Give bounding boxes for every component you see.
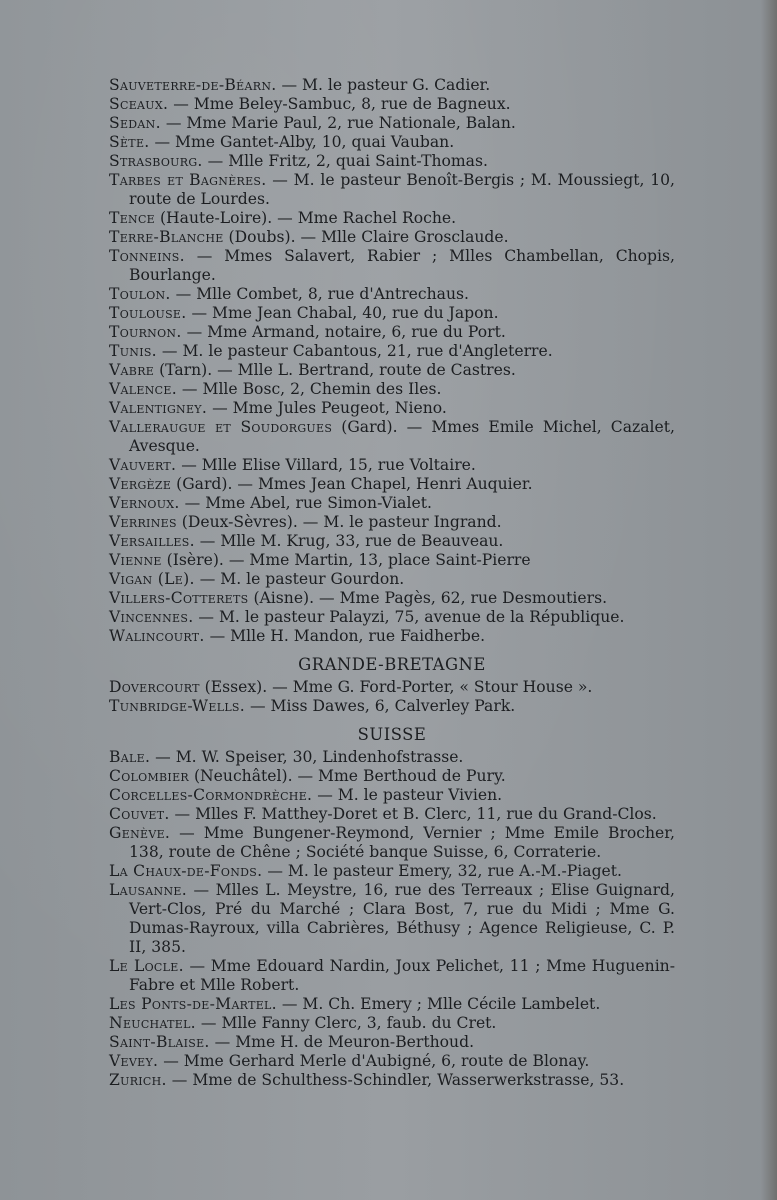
address-entry (109, 551, 675, 570)
address-entry (109, 304, 675, 323)
address-entry (109, 285, 675, 304)
place-name: Tunis. (109, 342, 157, 360)
entry-details: — Mlles F. Matthey-Doret et B. Clerc, 11, rue du Grand-Clos. (169, 805, 657, 823)
entry-details: — Mme Gantet-Alby, 10, quai Vauban. (149, 133, 455, 151)
section-heading: GRANDE-BRETAGNE (298, 655, 486, 674)
place-name: Bale. (109, 748, 151, 766)
entry-details: — Mme Gerhard Merle d'Aubigné, 6, route de Blonay. (158, 1052, 590, 1070)
place-name: Sauveterre-de-Béarn. (109, 76, 277, 94)
place-name: Toulouse. (109, 304, 187, 322)
place-name: Sedan. (109, 114, 161, 132)
place-name: Tence (109, 209, 156, 227)
entry-details: (Gard). — Mmes Emile Michel, Cazalet, Avesque. (129, 418, 675, 455)
address-entry (109, 824, 675, 862)
address-entry (109, 513, 675, 532)
place-name: Vernoux. (109, 494, 180, 512)
entry-details: — Mme Edouard Nardin, Joux Pelichet, 11 ; Mme Huguenin-Fabre et Mlle Robert. (129, 957, 675, 994)
entry-details: (Aisne). — Mme Pagès, 62, rue Desmoutiers. (248, 589, 608, 607)
address-entry (109, 1033, 675, 1052)
place-name: Vigan (Le). (109, 570, 195, 588)
place-name: Verrines (109, 513, 177, 531)
address-entry (109, 608, 675, 627)
address-entry (109, 532, 675, 551)
address-entry (109, 95, 675, 114)
address-entry (109, 862, 675, 881)
place-name: La Chaux-de-Fonds. (109, 862, 263, 880)
entry-details: — Mlle Elise Villard, 15, rue Voltaire. (176, 456, 476, 474)
place-name: Valleraugue et Soudorgues (109, 418, 333, 436)
entry-details: — Mme H. de Meuron-Berthoud. (209, 1033, 475, 1051)
place-name: Le Locle. (109, 957, 184, 975)
entry-details: (Haute-Loire). — Mme Rachel Roche. (155, 209, 457, 227)
place-name: Strasbourg. (109, 152, 203, 170)
place-name: Sète. (109, 133, 150, 151)
address-entry (109, 380, 675, 399)
entry-details: — Mme Marie Paul, 2, rue Nationale, Balan. (160, 114, 516, 132)
entry-details: — Mlle Bosc, 2, Chemin des Iles. (176, 380, 442, 398)
entry-details: — M. le pasteur Gourdon. (194, 570, 405, 588)
address-list (109, 76, 675, 1090)
entry-details: (Doubs). — Mlle Claire Grosclaude. (223, 228, 509, 246)
place-name: Couvet. (109, 805, 170, 823)
place-name: Dovercourt (109, 678, 200, 696)
entry-details: — Mlle H. Mandon, rue Faidherbe. (204, 627, 486, 645)
entry-details: — M. le pasteur Vivien. (312, 786, 503, 804)
place-name: Vauvert. (109, 456, 177, 474)
address-entry (109, 995, 675, 1014)
place-name: Villers-Cotterets (109, 589, 249, 607)
entry-details: — M. le pasteur Palayzi, 75, avenue de la République. (193, 608, 625, 626)
place-name: Valentigney. (109, 399, 208, 417)
entry-details: — M. le pasteur Emery, 32, rue A.-M.-Piaget. (262, 862, 623, 880)
address-entry (109, 228, 675, 247)
place-name: Zurich. (109, 1071, 167, 1089)
address-entry (109, 456, 675, 475)
place-name: Sceaux. (109, 95, 169, 113)
entry-details: — M. le pasteur G. Cadier. (276, 76, 491, 94)
entry-details: — Mme Beley-Sambuc, 8, rue de Bagneux. (168, 95, 511, 113)
address-entry (109, 748, 675, 767)
address-entry (109, 76, 675, 95)
address-entry (109, 678, 675, 697)
address-entry (109, 957, 675, 995)
entry-details: — Mlle Combet, 8, rue d'Antrechaus. (170, 285, 469, 303)
address-entry (109, 881, 675, 957)
address-entry (109, 133, 675, 152)
address-entry (109, 418, 675, 456)
place-name: Terre-Blanche (109, 228, 224, 246)
address-entry (109, 475, 675, 494)
entry-details: — Miss Dawes, 6, Calverley Park. (245, 697, 516, 715)
address-entry (109, 627, 675, 646)
address-entry (109, 1071, 675, 1090)
address-entry (109, 494, 675, 513)
entry-details: — Mlles L. Meystre, 16, rue des Terreaux ; Elise Guignard, Vert-Clos, Pré du Marché ; Clara Bost, 7, rue du Midi ; Mme G. Dumas-Rayroux, villa Cabrières, Béthusy ; Agence Religieuse, C. P. II, 385. (129, 881, 675, 956)
place-name: Colombier (109, 767, 189, 785)
place-name: Toulon. (109, 285, 171, 303)
entry-details: (Essex). — Mme G. Ford-Porter, « Stour House ». (199, 678, 593, 696)
address-entry (109, 342, 675, 361)
address-entry (109, 767, 675, 786)
entry-details: — Mme Jean Chabal, 40, rue du Japon. (186, 304, 499, 322)
place-name: Lausanne. (109, 881, 187, 899)
place-name: Saint-Blaise. (109, 1033, 210, 1051)
place-name: Tarbes et Bagnères. (109, 171, 267, 189)
address-entry (109, 399, 675, 418)
place-name: Versailles. (109, 532, 195, 550)
entry-details: — M. le pasteur Benoît-Bergis ; M. Moussiegt, 10, route de Lourdes. (129, 171, 675, 208)
address-entry (109, 171, 675, 209)
place-name: Neuchatel. (109, 1014, 196, 1032)
place-name: Corcelles-Cormondrèche. (109, 786, 313, 804)
address-entry (109, 805, 675, 824)
address-entry (109, 589, 675, 608)
section-heading: SUISSE (357, 725, 427, 744)
entry-details: — M. Ch. Emery ; Mlle Cécile Lambelet. (276, 995, 601, 1013)
page-edge-shadow (761, 0, 777, 1200)
address-entry (109, 209, 675, 228)
place-name: Vincennes. (109, 608, 194, 626)
entry-details: — Mme Armand, notaire, 6, rue du Port. (181, 323, 506, 341)
address-entry (109, 1014, 675, 1033)
entry-details: (Deux-Sèvres). — M. le pasteur Ingrand. (176, 513, 502, 531)
place-name: Tonneins. (109, 247, 185, 265)
place-name: Vevey. (109, 1052, 159, 1070)
place-name: Vergèze (109, 475, 172, 493)
address-entry (109, 697, 675, 716)
entry-details: (Isère). — Mme Martin, 13, place Saint-Pierre (161, 551, 531, 569)
entry-details: — Mme Abel, rue Simon-Vialet. (179, 494, 432, 512)
address-entry (109, 570, 675, 589)
place-name: Vienne (109, 551, 162, 569)
entry-details: — Mmes Salavert, Rabier ; Mlles Chambellan, Chopis, Bourlange. (129, 247, 675, 284)
entry-details: — M. le pasteur Cabantous, 21, rue d'Angleterre. (156, 342, 553, 360)
address-entry (109, 323, 675, 342)
entry-details: — Mlle M. Krug, 33, rue de Beauveau. (194, 532, 504, 550)
place-name: Valence. (109, 380, 177, 398)
address-entry (109, 152, 675, 171)
entry-details: (Gard). — Mmes Jean Chapel, Henri Auquier. (171, 475, 533, 493)
place-name: Walincourt. (109, 627, 205, 645)
address-entry (109, 361, 675, 380)
entry-details: — Mlle Fanny Clerc, 3, faub. du Cret. (195, 1014, 497, 1032)
place-name: Genève. (109, 824, 171, 842)
place-name: Tournon. (109, 323, 182, 341)
entry-details: — M. W. Speiser, 30, Lindenhofstrasse. (150, 748, 464, 766)
place-name: Les Ponts-de-Martel. (109, 995, 277, 1013)
entry-details: — Mlle Fritz, 2, quai Saint-Thomas. (202, 152, 488, 170)
address-entry (109, 247, 675, 285)
entry-details: — Mme de Schulthess-Schindler, Wasserwerkstrasse, 53. (166, 1071, 625, 1089)
address-entry (109, 114, 675, 133)
address-entry (109, 1052, 675, 1071)
entry-details: (Tarn). — Mlle L. Bertrand, route de Castres. (154, 361, 516, 379)
place-name: Tunbridge-Wells. (109, 697, 246, 715)
entry-details: — Mme Jules Peugeot, Nieno. (207, 399, 447, 417)
place-name: Vabre (109, 361, 155, 379)
entry-details: — Mme Bungener-Reymond, Vernier ; Mme Emile Brocher, 138, route de Chêne ; Société banque Suisse, 6, Corraterie. (129, 824, 675, 861)
address-entry (109, 786, 675, 805)
entry-details: (Neuchâtel). — Mme Berthoud de Pury. (188, 767, 506, 785)
